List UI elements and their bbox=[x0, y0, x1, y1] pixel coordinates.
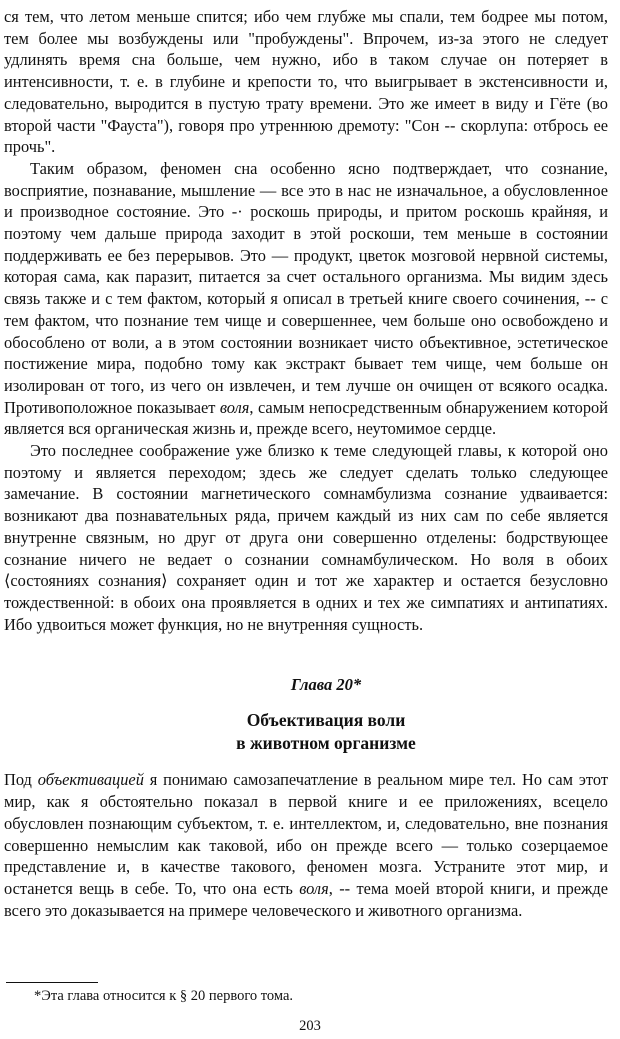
chapter-title bbox=[44, 709, 608, 755]
chapter-title-line-1: Объективация воли bbox=[246, 710, 406, 731]
page-number: 203 bbox=[299, 1018, 321, 1034]
chapter-number: Глава 20* bbox=[290, 675, 362, 695]
paragraph-sleep-phenomenon: Таким образом, феномен сна особенно ясно подтверждает, что сознание, восприятие, познавание, мышление — все это в нас не изначальное, а обусловленное и производное состояние. Это -· роскошь природы, и притом роскошь крайняя, и поэтому чем дальше природа заходит в этой роскоши, тем меньше в состоянии поддерживать ее без перерывов. Это — продукт, цветок мозговой нервной системы, которая сама, как паразит, питается за счет остального организма. Мы видим здесь связь также и с тем фактом, который я описал в третьей книге своего сочинения, -- с тем фактом, что познание тем чище и совершеннее, чем больше оно освобождено и обособлено от воли, а в этом состоянии возникает чисто объективное, эстетическое постижение мира, подобно тому как экстракт бывает тем чище, чем больше он изолирован от того, из чего он извлечен, и тем лучше он очищен от всякого осадка. Противоположное показывает воля, самым непосредственным обнаружением которой является вся органическая жизнь и, прежде всего, неутомимое сердце. bbox=[4, 158, 608, 439]
chapter-title-line-2: в животном организме bbox=[236, 733, 416, 754]
paragraph-continuation: ся тем, что летом меньше спится; ибо чем глубже мы спали, тем бодрее мы потом, тем более мы возбуждены или "пробуждены". Впрочем, из-за этого не следует удлинять время сна больше, чем нужно, ибо в таком случае он потеряет в интенсивности, т. е. в глубине и крепости то, что выигрывает в экстенсивности и, следовательно, выродится в пустую трату времени. Это же имеет в виду и Гёте (во второй части "Фауста"), говоря про утреннюю дремоту: "Сон -- скорлупа: отбрось ее прочь". bbox=[4, 7, 608, 157]
footnote: *Эта глава относится к § 20 первого тома. bbox=[34, 988, 294, 1004]
paragraph-somnambulism: Это последнее соображение уже близко к теме следующей главы, к которой оно поэтому и является переходом; здесь же следует сделать только следующее замечание. В состоянии магнетического сомнамбулизма сознание удваивается: возникают два познавательных ряда, причем каждый из них сам по себе является внутренне связным, но друг от друга они совершенно отделены: бодрствующее сознание ничего не ведает о сознании сомнамбулическом. Но воля в обоих ⟨состояниях сознания⟩ сохраняет один и тот же характер и остается безусловно тождественной: в обоих она проявляется в одних и тех же симпатиях и антипатиях. Ибо удвоиться может функция, но не внутренняя сущность. bbox=[4, 441, 608, 634]
paragraph-objectification: Под объективацией я понимаю самозапечатление в реальном мире тел. Но сам этот мир, как я обстоятельно показал в первой книге и ее приложениях, всецело обусловлен познающим субъектом, т. е. интеллектом, и, следовательно, вне познания совершенно немыслим как таковой, ибо он прежде всего — только созерцаемое представление и, в качестве такового, феномен мозга. Устраните этот мир, и останется вещь в себе. То, что она есть воля, -- тема моей второй книги, и прежде всего это доказывается на примере человеческого и животного организма. bbox=[4, 770, 608, 920]
footnote-divider bbox=[6, 982, 98, 983]
chapter-heading bbox=[4, 675, 608, 755]
